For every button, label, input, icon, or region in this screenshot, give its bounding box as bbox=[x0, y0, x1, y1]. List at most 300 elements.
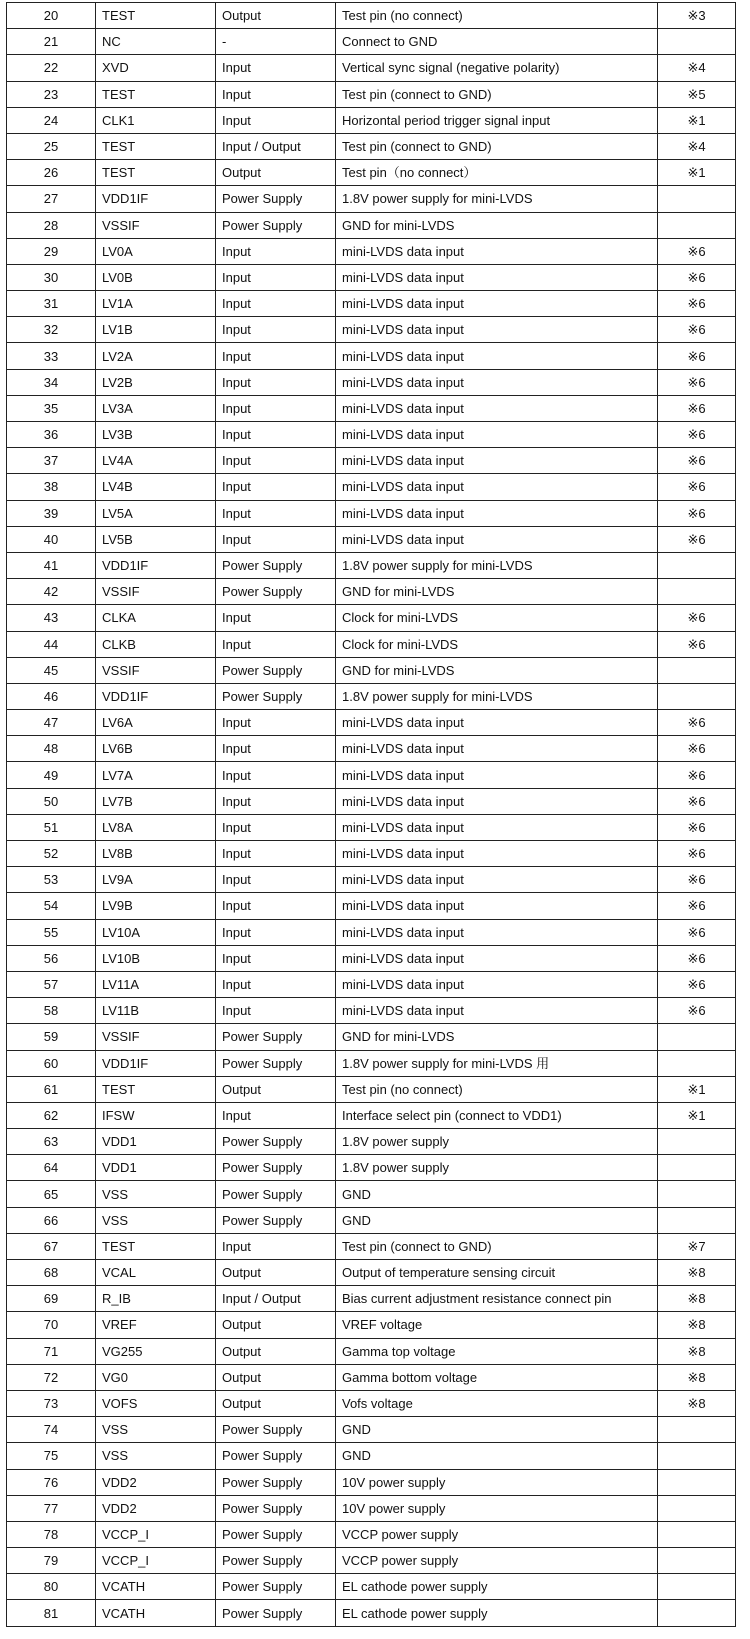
pin-description-cell: Horizontal period trigger signal input bbox=[336, 107, 658, 133]
pin-note-cell bbox=[658, 1469, 736, 1495]
pin-description-cell: 1.8V power supply for mini-LVDS bbox=[336, 683, 658, 709]
pin-number-cell: 79 bbox=[7, 1548, 96, 1574]
pin-number-cell: 25 bbox=[7, 133, 96, 159]
pin-number-cell: 74 bbox=[7, 1417, 96, 1443]
pin-note-cell: ※8 bbox=[658, 1260, 736, 1286]
table-row bbox=[7, 736, 736, 762]
pin-description-cell: mini-LVDS data input bbox=[336, 291, 658, 317]
table-row bbox=[7, 657, 736, 683]
pin-io-cell: Input bbox=[216, 395, 336, 421]
table-row bbox=[7, 971, 736, 997]
pin-number-cell: 31 bbox=[7, 291, 96, 317]
pin-description-cell: mini-LVDS data input bbox=[336, 238, 658, 264]
pin-description-cell: Clock for mini-LVDS bbox=[336, 631, 658, 657]
pin-number-cell: 76 bbox=[7, 1469, 96, 1495]
pin-note-cell: ※6 bbox=[658, 841, 736, 867]
pin-io-cell: Power Supply bbox=[216, 1469, 336, 1495]
pin-name-cell: VSSIF bbox=[96, 579, 216, 605]
pin-note-cell: ※8 bbox=[658, 1364, 736, 1390]
pin-number-cell: 33 bbox=[7, 343, 96, 369]
pin-name-cell: VCAL bbox=[96, 1260, 216, 1286]
pin-note-cell: ※6 bbox=[658, 631, 736, 657]
table-row bbox=[7, 919, 736, 945]
pin-description-cell: 1.8V power supply bbox=[336, 1155, 658, 1181]
table-row bbox=[7, 1181, 736, 1207]
pin-io-cell: Input bbox=[216, 369, 336, 395]
table-row bbox=[7, 1600, 736, 1626]
pin-name-cell: LV8A bbox=[96, 814, 216, 840]
pin-note-cell: ※6 bbox=[658, 945, 736, 971]
pin-note-cell: ※6 bbox=[658, 814, 736, 840]
pin-io-cell: Power Supply bbox=[216, 1548, 336, 1574]
pin-io-cell: Input bbox=[216, 1102, 336, 1128]
pin-note-cell: ※1 bbox=[658, 1076, 736, 1102]
pin-description-cell: mini-LVDS data input bbox=[336, 369, 658, 395]
pin-io-cell: Power Supply bbox=[216, 683, 336, 709]
pin-number-cell: 38 bbox=[7, 474, 96, 500]
pin-description-cell: mini-LVDS data input bbox=[336, 448, 658, 474]
pin-name-cell: VG255 bbox=[96, 1338, 216, 1364]
pin-io-cell: Output bbox=[216, 1338, 336, 1364]
pin-number-cell: 20 bbox=[7, 3, 96, 29]
pin-note-cell bbox=[658, 683, 736, 709]
pin-description-cell: Gamma bottom voltage bbox=[336, 1364, 658, 1390]
pin-number-cell: 24 bbox=[7, 107, 96, 133]
pin-io-cell: Power Supply bbox=[216, 1521, 336, 1547]
table-row bbox=[7, 1521, 736, 1547]
pin-name-cell: VSSIF bbox=[96, 1024, 216, 1050]
table-row bbox=[7, 343, 736, 369]
pin-name-cell: LV0A bbox=[96, 238, 216, 264]
table-row bbox=[7, 133, 736, 159]
pin-note-cell: ※6 bbox=[658, 369, 736, 395]
pin-number-cell: 58 bbox=[7, 998, 96, 1024]
pin-io-cell: Input bbox=[216, 605, 336, 631]
table-row bbox=[7, 579, 736, 605]
pin-description-cell: 1.8V power supply for mini-LVDS bbox=[336, 552, 658, 578]
pin-io-cell: Input bbox=[216, 867, 336, 893]
pin-io-cell: Input bbox=[216, 55, 336, 81]
pin-name-cell: VCCP_I bbox=[96, 1521, 216, 1547]
pin-note-cell: ※4 bbox=[658, 55, 736, 81]
pin-number-cell: 47 bbox=[7, 710, 96, 736]
pin-io-cell: Input bbox=[216, 841, 336, 867]
pin-name-cell: IFSW bbox=[96, 1102, 216, 1128]
table-row bbox=[7, 81, 736, 107]
pin-number-cell: 66 bbox=[7, 1207, 96, 1233]
pin-table-body bbox=[7, 3, 736, 1627]
pin-note-cell: ※6 bbox=[658, 971, 736, 997]
pin-number-cell: 36 bbox=[7, 422, 96, 448]
pin-name-cell: VSS bbox=[96, 1207, 216, 1233]
pin-number-cell: 40 bbox=[7, 526, 96, 552]
pin-note-cell: ※7 bbox=[658, 1233, 736, 1259]
table-row bbox=[7, 55, 736, 81]
pin-number-cell: 59 bbox=[7, 1024, 96, 1050]
pin-note-cell: ※6 bbox=[658, 238, 736, 264]
pin-name-cell: VDD1IF bbox=[96, 552, 216, 578]
pin-description-cell: mini-LVDS data input bbox=[336, 945, 658, 971]
pin-note-cell bbox=[658, 1207, 736, 1233]
pin-description-cell: mini-LVDS data input bbox=[336, 762, 658, 788]
pin-note-cell bbox=[658, 1024, 736, 1050]
pin-number-cell: 27 bbox=[7, 186, 96, 212]
table-row bbox=[7, 1390, 736, 1416]
pin-name-cell: TEST bbox=[96, 3, 216, 29]
pin-io-cell: Input bbox=[216, 919, 336, 945]
table-row bbox=[7, 1469, 736, 1495]
pin-note-cell: ※6 bbox=[658, 448, 736, 474]
pin-number-cell: 56 bbox=[7, 945, 96, 971]
pin-io-cell: Output bbox=[216, 1260, 336, 1286]
pin-name-cell: VCATH bbox=[96, 1574, 216, 1600]
table-row bbox=[7, 317, 736, 343]
pin-number-cell: 73 bbox=[7, 1390, 96, 1416]
pin-io-cell: Output bbox=[216, 1364, 336, 1390]
table-row bbox=[7, 369, 736, 395]
pin-io-cell: Power Supply bbox=[216, 1050, 336, 1076]
pin-description-cell: EL cathode power supply bbox=[336, 1574, 658, 1600]
pin-io-cell: Output bbox=[216, 1312, 336, 1338]
pin-number-cell: 22 bbox=[7, 55, 96, 81]
pin-note-cell bbox=[658, 1181, 736, 1207]
pin-name-cell: LV10B bbox=[96, 945, 216, 971]
pin-note-cell: ※6 bbox=[658, 736, 736, 762]
pin-note-cell: ※6 bbox=[658, 605, 736, 631]
pin-io-cell: Power Supply bbox=[216, 657, 336, 683]
pin-number-cell: 35 bbox=[7, 395, 96, 421]
pin-name-cell: VDD1IF bbox=[96, 186, 216, 212]
pin-io-cell: Input bbox=[216, 264, 336, 290]
pin-description-cell: 1.8V power supply for mini-LVDS 用 bbox=[336, 1050, 658, 1076]
pin-number-cell: 49 bbox=[7, 762, 96, 788]
pin-name-cell: VDD2 bbox=[96, 1495, 216, 1521]
pin-assignment-table bbox=[6, 2, 736, 1627]
pin-description-cell: Test pin (no connect) bbox=[336, 1076, 658, 1102]
pin-name-cell: LV4B bbox=[96, 474, 216, 500]
pin-description-cell: mini-LVDS data input bbox=[336, 264, 658, 290]
pin-note-cell: ※6 bbox=[658, 474, 736, 500]
pin-note-cell bbox=[658, 1129, 736, 1155]
pin-name-cell: LV6A bbox=[96, 710, 216, 736]
table-row bbox=[7, 1364, 736, 1390]
pin-description-cell: Test pin (connect to GND) bbox=[336, 1233, 658, 1259]
pin-name-cell: LV3A bbox=[96, 395, 216, 421]
pin-io-cell: Power Supply bbox=[216, 1417, 336, 1443]
pin-name-cell: VDD2 bbox=[96, 1469, 216, 1495]
pin-number-cell: 71 bbox=[7, 1338, 96, 1364]
pin-description-cell: mini-LVDS data input bbox=[336, 500, 658, 526]
pin-name-cell: LV11A bbox=[96, 971, 216, 997]
pin-note-cell: ※6 bbox=[658, 919, 736, 945]
pin-note-cell: ※6 bbox=[658, 710, 736, 736]
pin-description-cell: mini-LVDS data input bbox=[336, 343, 658, 369]
pin-name-cell: LV7A bbox=[96, 762, 216, 788]
pin-description-cell: Test pin (no connect) bbox=[336, 3, 658, 29]
pin-description-cell: Gamma top voltage bbox=[336, 1338, 658, 1364]
pin-note-cell: ※1 bbox=[658, 160, 736, 186]
pin-io-cell: Input bbox=[216, 81, 336, 107]
pin-description-cell: mini-LVDS data input bbox=[336, 788, 658, 814]
table-row bbox=[7, 1129, 736, 1155]
pin-number-cell: 52 bbox=[7, 841, 96, 867]
pin-note-cell bbox=[658, 1574, 736, 1600]
pin-description-cell: GND for mini-LVDS bbox=[336, 579, 658, 605]
pin-note-cell: ※6 bbox=[658, 526, 736, 552]
table-row bbox=[7, 500, 736, 526]
pin-name-cell: LV5B bbox=[96, 526, 216, 552]
pin-io-cell: Output bbox=[216, 160, 336, 186]
pin-name-cell: VSSIF bbox=[96, 212, 216, 238]
pin-io-cell: Power Supply bbox=[216, 1181, 336, 1207]
table-row bbox=[7, 762, 736, 788]
pin-note-cell bbox=[658, 1495, 736, 1521]
pin-number-cell: 81 bbox=[7, 1600, 96, 1626]
pin-note-cell bbox=[658, 1521, 736, 1547]
pin-number-cell: 63 bbox=[7, 1129, 96, 1155]
pin-number-cell: 21 bbox=[7, 29, 96, 55]
pin-description-cell: mini-LVDS data input bbox=[336, 867, 658, 893]
pin-description-cell: mini-LVDS data input bbox=[336, 710, 658, 736]
pin-description-cell: mini-LVDS data input bbox=[336, 395, 658, 421]
pin-name-cell: VREF bbox=[96, 1312, 216, 1338]
pin-note-cell: ※6 bbox=[658, 317, 736, 343]
pin-io-cell: Input bbox=[216, 945, 336, 971]
table-row bbox=[7, 3, 736, 29]
pin-number-cell: 37 bbox=[7, 448, 96, 474]
pin-number-cell: 32 bbox=[7, 317, 96, 343]
pin-io-cell: Input bbox=[216, 526, 336, 552]
pin-number-cell: 51 bbox=[7, 814, 96, 840]
pin-io-cell: Input bbox=[216, 291, 336, 317]
pin-io-cell: Power Supply bbox=[216, 579, 336, 605]
pin-number-cell: 75 bbox=[7, 1443, 96, 1469]
pin-number-cell: 50 bbox=[7, 788, 96, 814]
pin-io-cell: Input bbox=[216, 736, 336, 762]
pin-note-cell: ※6 bbox=[658, 788, 736, 814]
pin-description-cell: mini-LVDS data input bbox=[336, 422, 658, 448]
table-row bbox=[7, 1024, 736, 1050]
table-row bbox=[7, 1102, 736, 1128]
table-row bbox=[7, 160, 736, 186]
pin-name-cell: LV8B bbox=[96, 841, 216, 867]
table-row bbox=[7, 474, 736, 500]
table-row bbox=[7, 448, 736, 474]
pin-name-cell: CLKA bbox=[96, 605, 216, 631]
pin-description-cell: Connect to GND bbox=[336, 29, 658, 55]
pin-name-cell: VDD1 bbox=[96, 1155, 216, 1181]
pin-name-cell: LV0B bbox=[96, 264, 216, 290]
pin-name-cell: TEST bbox=[96, 133, 216, 159]
pin-note-cell: ※4 bbox=[658, 133, 736, 159]
pin-io-cell: Output bbox=[216, 1076, 336, 1102]
pin-name-cell: VSS bbox=[96, 1417, 216, 1443]
table-row bbox=[7, 1233, 736, 1259]
pin-number-cell: 45 bbox=[7, 657, 96, 683]
table-row bbox=[7, 395, 736, 421]
pin-description-cell: mini-LVDS data input bbox=[336, 841, 658, 867]
pin-note-cell bbox=[658, 29, 736, 55]
pin-number-cell: 43 bbox=[7, 605, 96, 631]
pin-name-cell: VOFS bbox=[96, 1390, 216, 1416]
pin-name-cell: LV11B bbox=[96, 998, 216, 1024]
table-row bbox=[7, 945, 736, 971]
pin-name-cell: VCATH bbox=[96, 1600, 216, 1626]
pin-io-cell: Power Supply bbox=[216, 186, 336, 212]
pin-description-cell: Vofs voltage bbox=[336, 1390, 658, 1416]
pin-name-cell: LV1A bbox=[96, 291, 216, 317]
pin-note-cell bbox=[658, 579, 736, 605]
pin-description-cell: mini-LVDS data input bbox=[336, 736, 658, 762]
pin-name-cell: TEST bbox=[96, 81, 216, 107]
pin-note-cell bbox=[658, 1050, 736, 1076]
pin-number-cell: 48 bbox=[7, 736, 96, 762]
pin-note-cell bbox=[658, 1443, 736, 1469]
pin-name-cell: LV2A bbox=[96, 343, 216, 369]
pin-name-cell: CLKB bbox=[96, 631, 216, 657]
pin-description-cell: mini-LVDS data input bbox=[336, 474, 658, 500]
table-row bbox=[7, 212, 736, 238]
pin-description-cell: Test pin（no connect） bbox=[336, 160, 658, 186]
pin-description-cell: GND for mini-LVDS bbox=[336, 657, 658, 683]
pin-name-cell: TEST bbox=[96, 160, 216, 186]
pin-description-cell: VCCP power supply bbox=[336, 1548, 658, 1574]
pin-description-cell: 10V power supply bbox=[336, 1495, 658, 1521]
pin-description-cell: mini-LVDS data input bbox=[336, 998, 658, 1024]
pin-name-cell: TEST bbox=[96, 1233, 216, 1259]
pin-number-cell: 26 bbox=[7, 160, 96, 186]
pin-number-cell: 69 bbox=[7, 1286, 96, 1312]
pin-number-cell: 78 bbox=[7, 1521, 96, 1547]
table-row bbox=[7, 1417, 736, 1443]
pin-io-cell: Input bbox=[216, 107, 336, 133]
pin-description-cell: VREF voltage bbox=[336, 1312, 658, 1338]
pin-io-cell: Input bbox=[216, 500, 336, 526]
table-row bbox=[7, 1443, 736, 1469]
pin-name-cell: XVD bbox=[96, 55, 216, 81]
pin-io-cell: Power Supply bbox=[216, 1155, 336, 1181]
pin-description-cell: Test pin (connect to GND) bbox=[336, 81, 658, 107]
pin-name-cell: VSS bbox=[96, 1181, 216, 1207]
table-row bbox=[7, 422, 736, 448]
table-row bbox=[7, 893, 736, 919]
pin-io-cell: Input bbox=[216, 474, 336, 500]
pin-name-cell: R_IB bbox=[96, 1286, 216, 1312]
pin-io-cell: Input / Output bbox=[216, 133, 336, 159]
table-row bbox=[7, 1286, 736, 1312]
table-row bbox=[7, 1050, 736, 1076]
pin-description-cell: 1.8V power supply bbox=[336, 1129, 658, 1155]
pin-name-cell: LV9B bbox=[96, 893, 216, 919]
pin-io-cell: Input bbox=[216, 238, 336, 264]
pin-io-cell: Input bbox=[216, 631, 336, 657]
pin-number-cell: 72 bbox=[7, 1364, 96, 1390]
table-row bbox=[7, 1076, 736, 1102]
pin-description-cell: GND for mini-LVDS bbox=[336, 212, 658, 238]
pin-description-cell: mini-LVDS data input bbox=[336, 893, 658, 919]
pin-io-cell: Input bbox=[216, 998, 336, 1024]
pin-note-cell: ※8 bbox=[658, 1286, 736, 1312]
pin-description-cell: mini-LVDS data input bbox=[336, 526, 658, 552]
table-row bbox=[7, 1312, 736, 1338]
pin-number-cell: 39 bbox=[7, 500, 96, 526]
table-row bbox=[7, 1207, 736, 1233]
pin-number-cell: 34 bbox=[7, 369, 96, 395]
table-row bbox=[7, 867, 736, 893]
pin-note-cell bbox=[658, 186, 736, 212]
pin-number-cell: 54 bbox=[7, 893, 96, 919]
pin-note-cell: ※3 bbox=[658, 3, 736, 29]
table-row bbox=[7, 1548, 736, 1574]
pin-io-cell: Input bbox=[216, 762, 336, 788]
pin-note-cell bbox=[658, 657, 736, 683]
pin-number-cell: 68 bbox=[7, 1260, 96, 1286]
pin-number-cell: 60 bbox=[7, 1050, 96, 1076]
pin-number-cell: 42 bbox=[7, 579, 96, 605]
pin-note-cell bbox=[658, 1155, 736, 1181]
pin-number-cell: 61 bbox=[7, 1076, 96, 1102]
pin-number-cell: 44 bbox=[7, 631, 96, 657]
pin-io-cell: Power Supply bbox=[216, 1129, 336, 1155]
table-row bbox=[7, 526, 736, 552]
table-row bbox=[7, 1338, 736, 1364]
pin-io-cell: Power Supply bbox=[216, 1574, 336, 1600]
pin-number-cell: 65 bbox=[7, 1181, 96, 1207]
pin-note-cell: ※6 bbox=[658, 291, 736, 317]
pin-note-cell: ※6 bbox=[658, 343, 736, 369]
pin-number-cell: 77 bbox=[7, 1495, 96, 1521]
pin-number-cell: 62 bbox=[7, 1102, 96, 1128]
pin-number-cell: 67 bbox=[7, 1233, 96, 1259]
pin-name-cell: TEST bbox=[96, 1076, 216, 1102]
pin-name-cell: LV10A bbox=[96, 919, 216, 945]
pin-name-cell: LV4A bbox=[96, 448, 216, 474]
pin-description-cell: GND bbox=[336, 1443, 658, 1469]
pin-number-cell: 23 bbox=[7, 81, 96, 107]
pin-number-cell: 46 bbox=[7, 683, 96, 709]
pin-name-cell: LV7B bbox=[96, 788, 216, 814]
table-row bbox=[7, 1574, 736, 1600]
pin-description-cell: Interface select pin (connect to VDD1) bbox=[336, 1102, 658, 1128]
pin-note-cell: ※5 bbox=[658, 81, 736, 107]
pin-name-cell: LV1B bbox=[96, 317, 216, 343]
table-row bbox=[7, 1495, 736, 1521]
pin-note-cell bbox=[658, 1548, 736, 1574]
pin-io-cell: Power Supply bbox=[216, 1600, 336, 1626]
pin-note-cell bbox=[658, 1600, 736, 1626]
pin-description-cell: GND bbox=[336, 1417, 658, 1443]
pin-io-cell: Input bbox=[216, 422, 336, 448]
pin-description-cell: Clock for mini-LVDS bbox=[336, 605, 658, 631]
pin-io-cell: Power Supply bbox=[216, 1024, 336, 1050]
pin-number-cell: 30 bbox=[7, 264, 96, 290]
pin-name-cell: VSSIF bbox=[96, 657, 216, 683]
table-row bbox=[7, 107, 736, 133]
pin-note-cell bbox=[658, 1417, 736, 1443]
pin-name-cell: NC bbox=[96, 29, 216, 55]
pin-io-cell: Power Supply bbox=[216, 1443, 336, 1469]
table-row bbox=[7, 186, 736, 212]
pin-note-cell: ※1 bbox=[658, 107, 736, 133]
pin-note-cell: ※6 bbox=[658, 264, 736, 290]
pin-name-cell: LV9A bbox=[96, 867, 216, 893]
pin-number-cell: 55 bbox=[7, 919, 96, 945]
table-row bbox=[7, 552, 736, 578]
pin-description-cell: Bias current adjustment resistance connect pin bbox=[336, 1286, 658, 1312]
table-row bbox=[7, 631, 736, 657]
pin-description-cell: mini-LVDS data input bbox=[336, 971, 658, 997]
pin-io-cell: Power Supply bbox=[216, 552, 336, 578]
